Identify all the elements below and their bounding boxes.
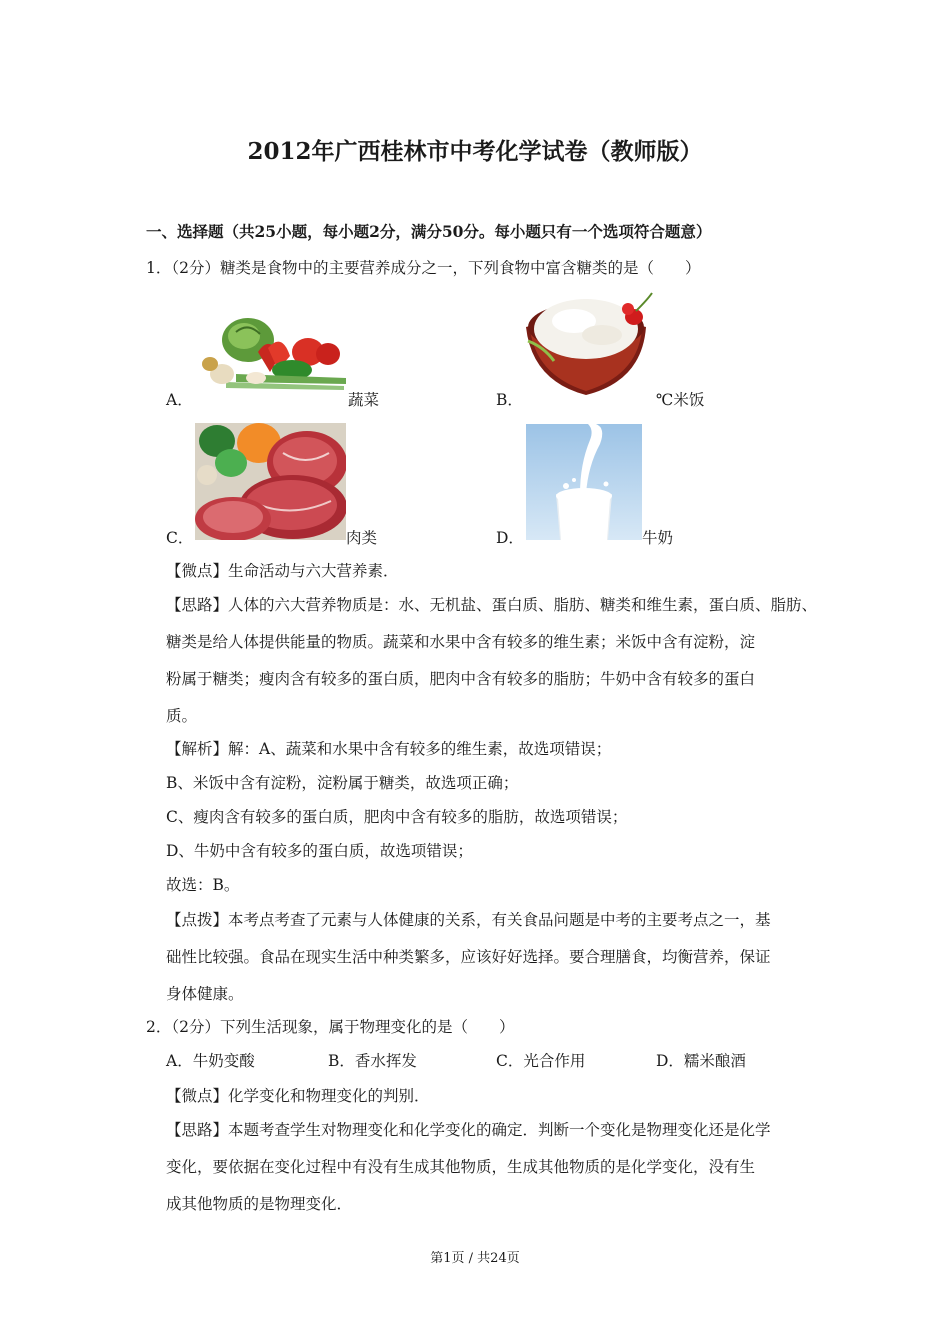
q2-silu-line: 变化，要依据在变化过程中有没有生成其他物质，生成其他物质的是化学变化，没有生 <box>166 1158 756 1176</box>
q1-option-a-text: 蔬菜 <box>348 391 380 409</box>
q1-option-c-text: 肉类 <box>346 529 378 547</box>
section-header: 一、选择题（共25小题，每小题2分，满分50分。每小题只有一个选项符合题意） <box>146 222 712 241</box>
q1-silu-line: 糖类是给人体提供能量的物质。蔬菜和水果中含有较多的维生素；米饭中含有淀粉，淀 <box>166 633 756 651</box>
vegetables-image <box>196 312 348 398</box>
q2-weidian: 【微点】化学变化和物理变化的判别． <box>166 1087 430 1105</box>
milk-image <box>526 424 642 540</box>
q1-option-a-letter: A． <box>166 391 193 409</box>
q1-option-d-text: 牛奶 <box>642 529 674 547</box>
q1-weidian: 【微点】生命活动与六大营养素． <box>166 562 399 580</box>
q2-silu-line: 成其他物质的是物理变化． <box>166 1195 353 1213</box>
question-1-stem: 1．（2分）糖类是食物中的主要营养成分之一，下列食物中富含糖类的是（ ） <box>146 259 701 277</box>
q1-jiexi-line: C、瘦肉含有较多的蛋白质，肥肉中含有较多的脂肪，故选项错误； <box>166 808 628 826</box>
q1-option-b-text: ℃米饭 <box>656 391 705 409</box>
meat-image <box>195 423 346 540</box>
q2-option-a: A．牛奶变酸 <box>166 1052 255 1070</box>
q1-dianbo-line: 身体健康。 <box>166 985 244 1003</box>
q1-silu-line: 粉属于糖类；瘦肉含有较多的蛋白质，肥肉中含有较多的脂肪；牛奶中含有较多的蛋白 <box>166 670 756 688</box>
q1-jiexi-line: B、米饭中含有淀粉，淀粉属于糖类，故选项正确； <box>166 774 519 792</box>
q2-silu-line: 【思路】本题考查学生对物理变化和化学变化的确定．判断一个变化是物理变化还是化学 <box>166 1121 771 1139</box>
q1-option-b-letter: B． <box>496 391 523 409</box>
rice-bowl-image <box>524 291 654 397</box>
q1-dianbo-line: 【点拨】本考点考查了元素与人体健康的关系，有关食品问题是中考的主要考点之一，基 <box>166 911 771 929</box>
q1-dianbo-line: 础性比较强。食品在现实生活中种类繁多，应该好好选择。要合理膳食，均衡营养，保证 <box>166 948 771 966</box>
q1-jiexi-line: D、牛奶中含有较多的蛋白质，故选项错误； <box>166 842 473 860</box>
q1-option-d-letter: D． <box>496 529 524 547</box>
page-title: 2012年广西桂林市中考化学试卷（教师版） <box>247 138 703 165</box>
q1-option-c-letter: C． <box>166 529 194 547</box>
q1-jiexi-line: 【解析】解：A、蔬菜和水果中含有较多的维生素，故选项错误； <box>166 740 612 758</box>
q1-jiexi-line: 故选：B。 <box>166 876 240 894</box>
question-2-stem: 2．（2分）下列生活现象，属于物理变化的是（ ） <box>146 1018 515 1036</box>
page-footer: 第1页 / 共24页 <box>430 1251 520 1266</box>
q1-silu-line: 【思路】人体的六大营养物质是：水、无机盐、蛋白质、脂肪、糖类和维生素，蛋白质、脂肪、 <box>166 596 818 614</box>
q2-option-b: B．香水挥发 <box>328 1052 417 1070</box>
q2-option-d: D．糯米酿酒 <box>656 1052 746 1070</box>
q2-option-c: C．光合作用 <box>496 1052 586 1070</box>
q1-silu-line: 质。 <box>166 707 198 725</box>
